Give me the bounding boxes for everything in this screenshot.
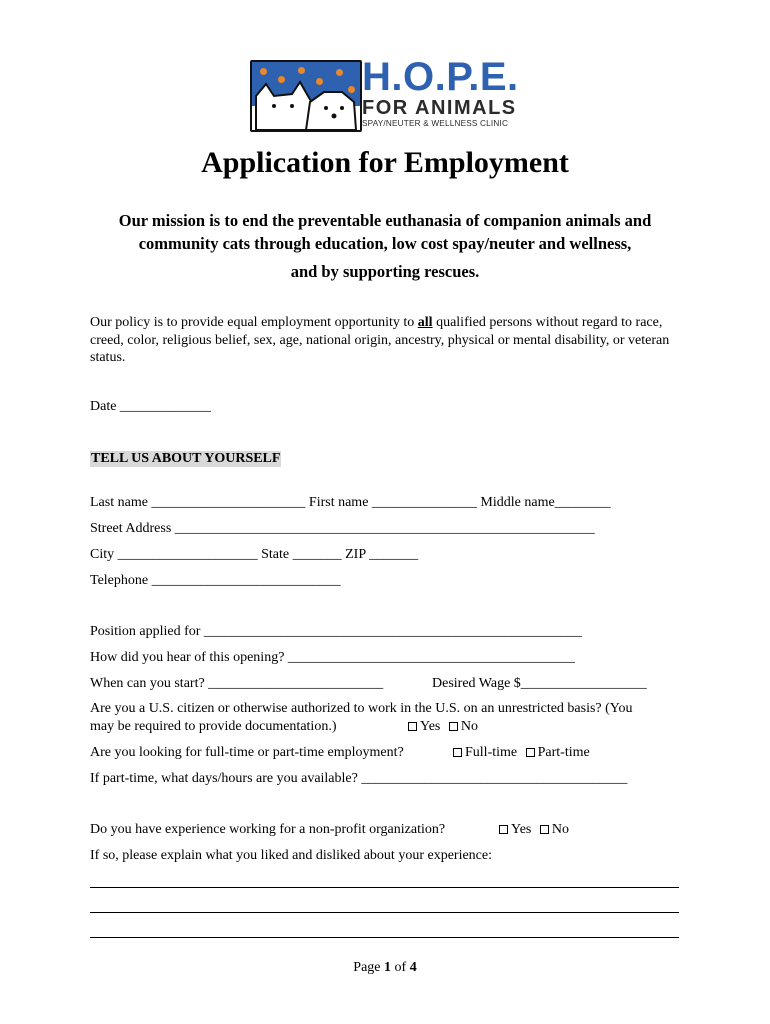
page-title: Application for Employment bbox=[201, 146, 569, 179]
logo-subtitle: FOR ANIMALS bbox=[362, 97, 517, 119]
employment-type-question: Are you looking for full-time or part-time employment? bbox=[90, 745, 404, 760]
citizen-yes-checkbox[interactable] bbox=[408, 722, 417, 731]
city-state-zip-fields[interactable]: City ____________________ State _______ ZIP _______ bbox=[90, 547, 419, 562]
logo-brand: H.O.P.E. bbox=[362, 55, 519, 99]
cat-dog-illustration bbox=[250, 60, 362, 132]
telephone-field[interactable]: Telephone ___________________________ bbox=[90, 573, 341, 588]
citizen-question-line-2: may be required to provide documentation.) bbox=[90, 719, 337, 734]
mission-statement bbox=[60, 209, 710, 255]
equal-opportunity-policy: Our policy is to provide equal employment opportunity to all qualified persons without regard to race, creed, color, religious belief, sex, age, national origin, ancestry, physical or mental disability, or veteran status. bbox=[90, 315, 670, 365]
citizen-no-checkbox[interactable] bbox=[449, 722, 458, 731]
answer-line-2[interactable] bbox=[90, 912, 679, 913]
hear-about-field[interactable]: How did you hear of this opening? _________________________________________ bbox=[90, 650, 575, 665]
employment-type-options: Full-time Part-time bbox=[448, 745, 590, 761]
parttime-checkbox[interactable] bbox=[526, 748, 535, 757]
mission-line-2: community cats through education, low cost spay/neuter and wellness, bbox=[138, 234, 632, 253]
policy-emphasis: all bbox=[417, 315, 433, 330]
name-fields[interactable]: Last name ______________________ First name _______________ Middle name________ bbox=[90, 495, 611, 510]
citizen-options: Yes No bbox=[403, 719, 478, 735]
mission-line-3: and by supporting rescues. bbox=[290, 262, 480, 281]
answer-line-3[interactable] bbox=[90, 937, 679, 938]
nonprofit-question: Do you have experience working for a non-profit organization? bbox=[90, 822, 446, 837]
fulltime-checkbox[interactable] bbox=[453, 748, 462, 757]
nonprofit-no-checkbox[interactable] bbox=[540, 825, 549, 834]
section-heading: TELL US ABOUT YOURSELF bbox=[91, 451, 281, 466]
position-field[interactable]: Position applied for ______________________________________________________ bbox=[90, 624, 582, 639]
citizen-question-line-1: Are you a U.S. citizen or otherwise authorized to work in the U.S. on an unrestricted basis? (You bbox=[90, 701, 633, 716]
nonprofit-options: Yes No bbox=[494, 822, 569, 838]
street-address-field[interactable]: Street Address ____________________________________________________________ bbox=[90, 521, 595, 536]
answer-line-1[interactable] bbox=[90, 887, 679, 888]
nonprofit-yes-checkbox[interactable] bbox=[499, 825, 508, 834]
logo-tagline: SPAY/NEUTER & WELLNESS CLINIC bbox=[362, 119, 509, 128]
parttime-availability-field[interactable]: If part-time, what days/hours are you available? ______________________________________ bbox=[90, 771, 628, 786]
mission-line-1: Our mission is to end the preventable euthanasia of companion animals and bbox=[118, 211, 652, 230]
hope-logo bbox=[250, 56, 540, 134]
start-date-field[interactable]: When can you start? _________________________ bbox=[90, 676, 384, 691]
explain-prompt: If so, please explain what you liked and disliked about your experience: bbox=[90, 848, 492, 863]
page-number: Page 1 of 4 bbox=[353, 960, 417, 975]
desired-wage-field[interactable]: Desired Wage $__________________ bbox=[432, 676, 647, 691]
date-field[interactable]: Date _____________ bbox=[90, 399, 211, 414]
